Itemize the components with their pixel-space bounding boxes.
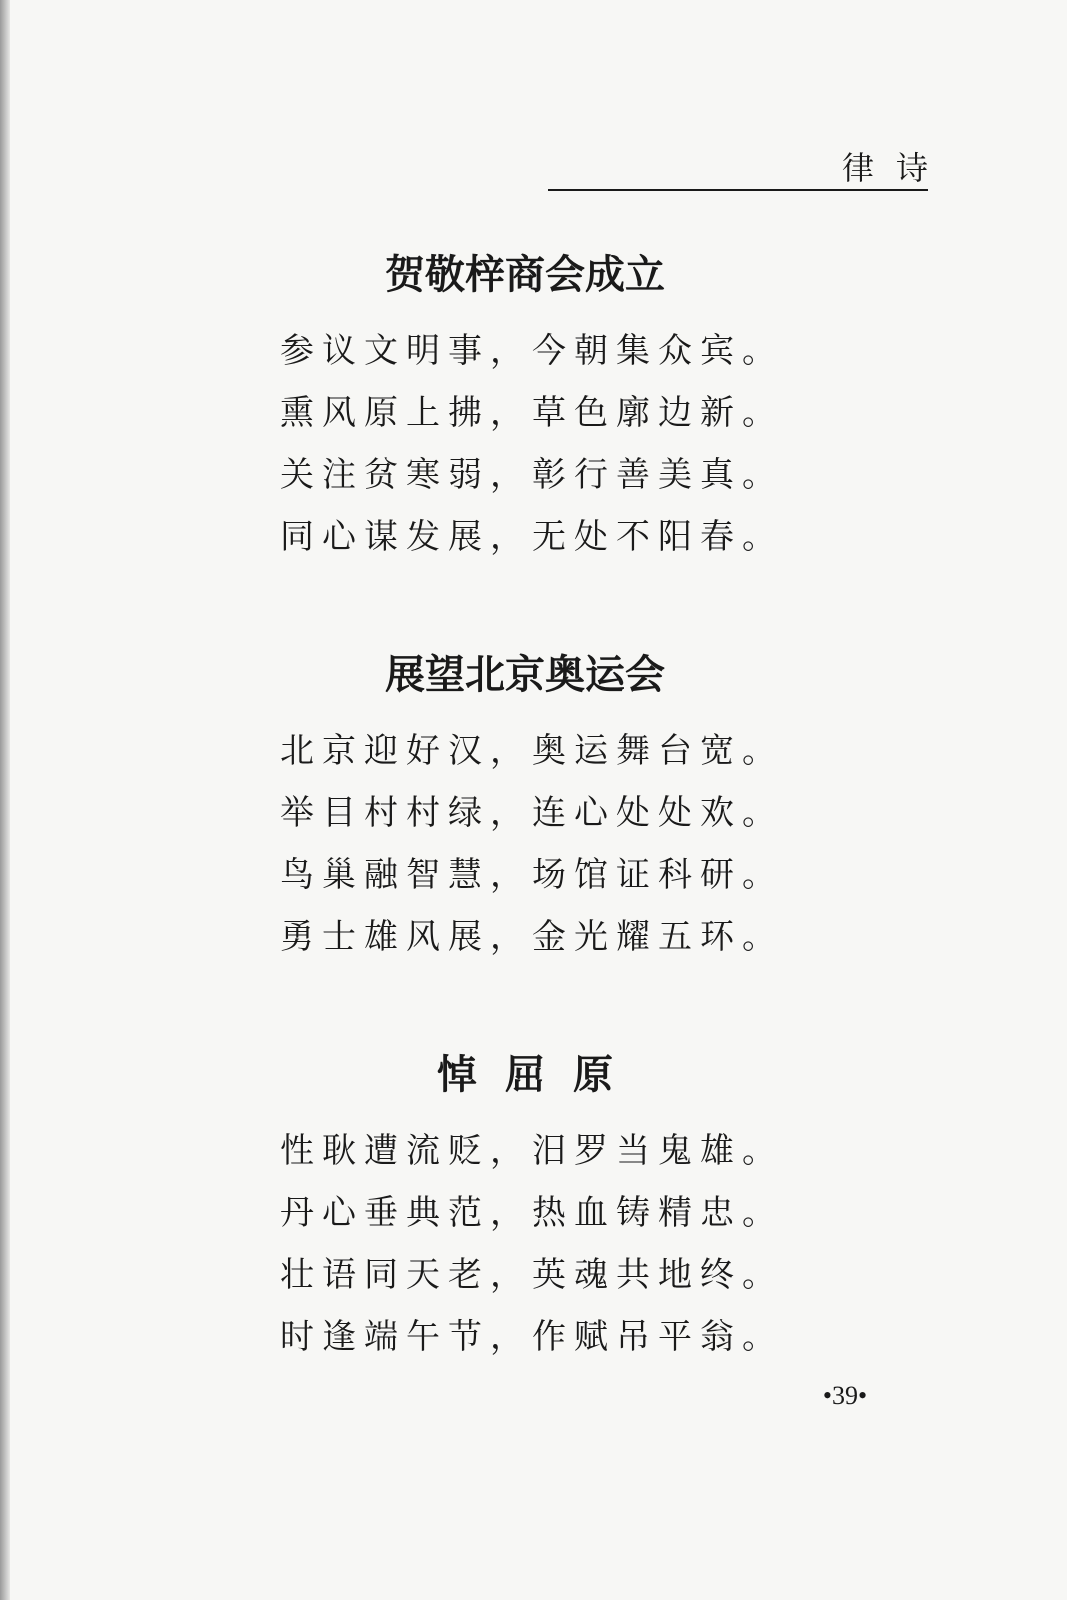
poem-2 xyxy=(280,650,784,968)
poem-line: 丹心垂典范，热血铸精忠。 xyxy=(280,1193,784,1233)
header-rule xyxy=(548,189,928,191)
page-number: •39• xyxy=(822,1381,868,1410)
poem-line: 熏风原上拂，草色廓边新。 xyxy=(280,393,784,433)
poem-line: 壮语同天老，英魂共地终。 xyxy=(280,1255,784,1295)
poem-line: 勇士雄风展，金光耀五环。 xyxy=(280,917,784,957)
poem-line: 同心谋发展，无处不阳春。 xyxy=(280,517,784,557)
poem-line: 时逢端午节，作赋吊平翁。 xyxy=(280,1317,784,1357)
poem-line: 性耿遭流贬，汨罗当鬼雄。 xyxy=(280,1131,784,1171)
poem-line: 鸟巢融智慧，场馆证科研。 xyxy=(280,855,784,895)
poem-title: 展望北京奥运会 xyxy=(385,651,665,698)
poem-title: 悼屈原 xyxy=(437,1051,641,1098)
section-title: 律诗 xyxy=(841,149,950,187)
poem-title: 贺敬梓商会成立 xyxy=(385,251,665,298)
poem-1 xyxy=(280,250,784,568)
poem-3 xyxy=(280,1050,784,1368)
poem-line: 关注贫寒弱，彰行善美真。 xyxy=(280,455,784,495)
page-edge-shadow xyxy=(0,0,10,1600)
poem-line: 北京迎好汉，奥运舞台宽。 xyxy=(280,731,784,771)
poem-line: 举目村村绿，连心处处欢。 xyxy=(280,793,784,833)
running-header xyxy=(548,148,950,194)
poem-line: 参议文明事，今朝集众宾。 xyxy=(280,331,784,371)
